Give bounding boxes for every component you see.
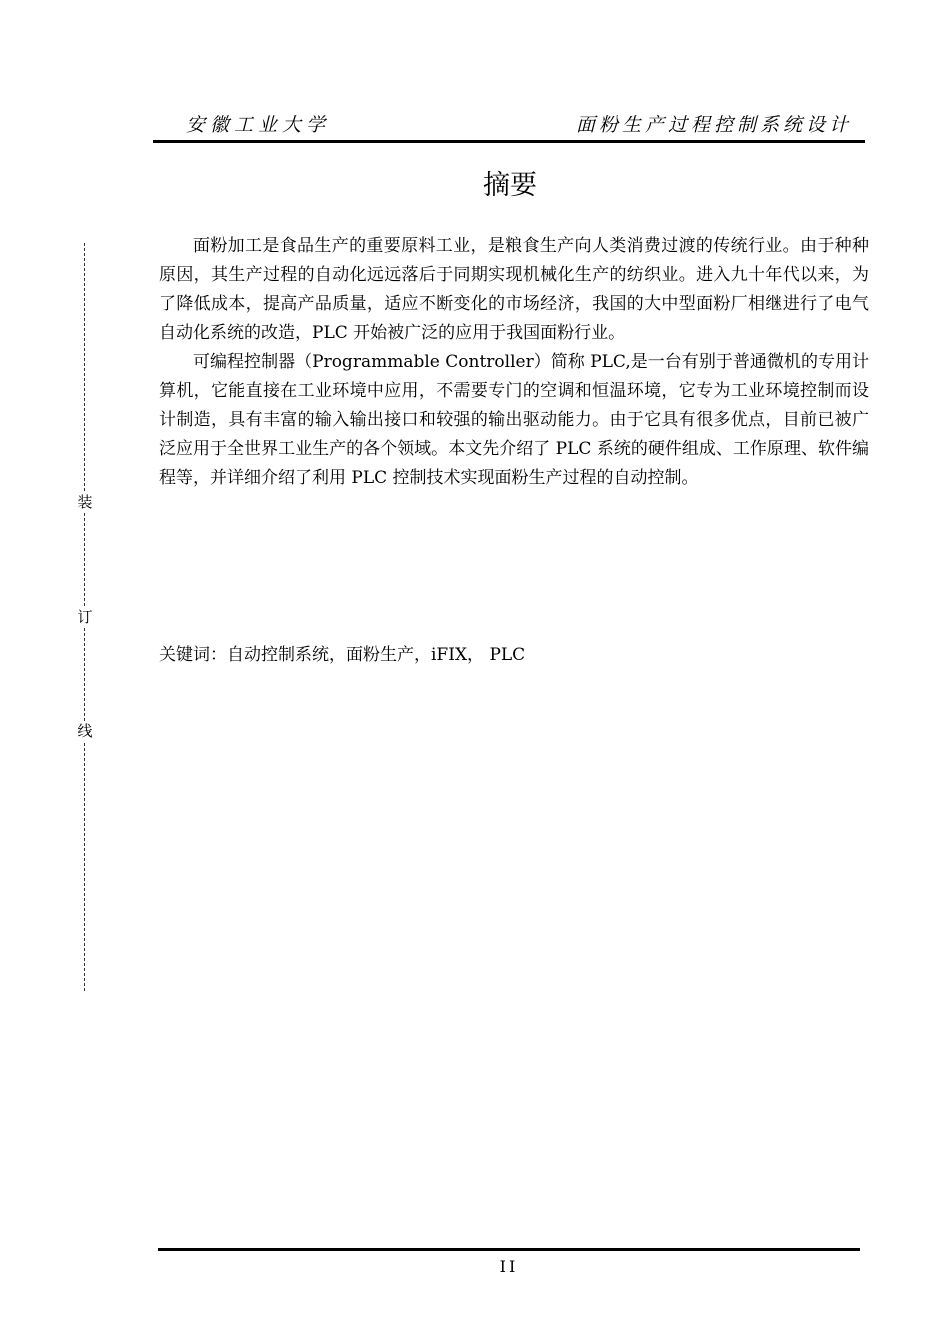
- keywords-line: 关键词：自动控制系统，面粉生产，iFIX， PLC: [159, 645, 526, 665]
- abstract-paragraph-2: 可编程控制器（Programmable Controller）简称 PLC,是一台有别于普通微机的专用计算机，它能直接在工业环境中应用，不需要专门的空调和恒温环境，它专为工业环境控制而设计制造，具有丰富的输入输出接口和较强的输出驱动能力。由于它具有很多优点，目前已被广泛应用于全世界工业生产的各个领域。本文先介绍了 PLC 系统的硬件组成、工作原理、软件编程等，并详细介绍了利用 PLC 控制技术实现面粉生产过程的自动控制。: [159, 352, 869, 488]
- binding-char-ding: 订: [75, 607, 95, 627]
- binding-char-zhuang: 装: [75, 492, 95, 512]
- page-title: 摘要: [483, 170, 537, 201]
- page-number: II: [499, 1257, 519, 1276]
- footer-rule: [158, 1248, 860, 1251]
- binding-char-xian: 线: [75, 721, 95, 741]
- header-rule: [153, 140, 865, 143]
- header-school-name: 安徽工业大学: [186, 114, 331, 136]
- abstract-paragraph-1: 面粉加工是食品生产的重要原料工业，是粮食生产向人类消费过渡的传统行业。由于种种原因，其生产过程的自动化远远落后于同期实现机械化生产的纺织业。进入九十年代以来，为了降低成本，提高产品质量，适应不断变化的市场经济，我国的大中型面粉厂相继进行了电气自动化系统的改造，PLC 开始被广泛的应用于我国面粉行业。: [159, 236, 869, 343]
- header-thesis-title: 面粉生产过程控制系统设计: [575, 114, 852, 136]
- abstract-body: [159, 232, 869, 493]
